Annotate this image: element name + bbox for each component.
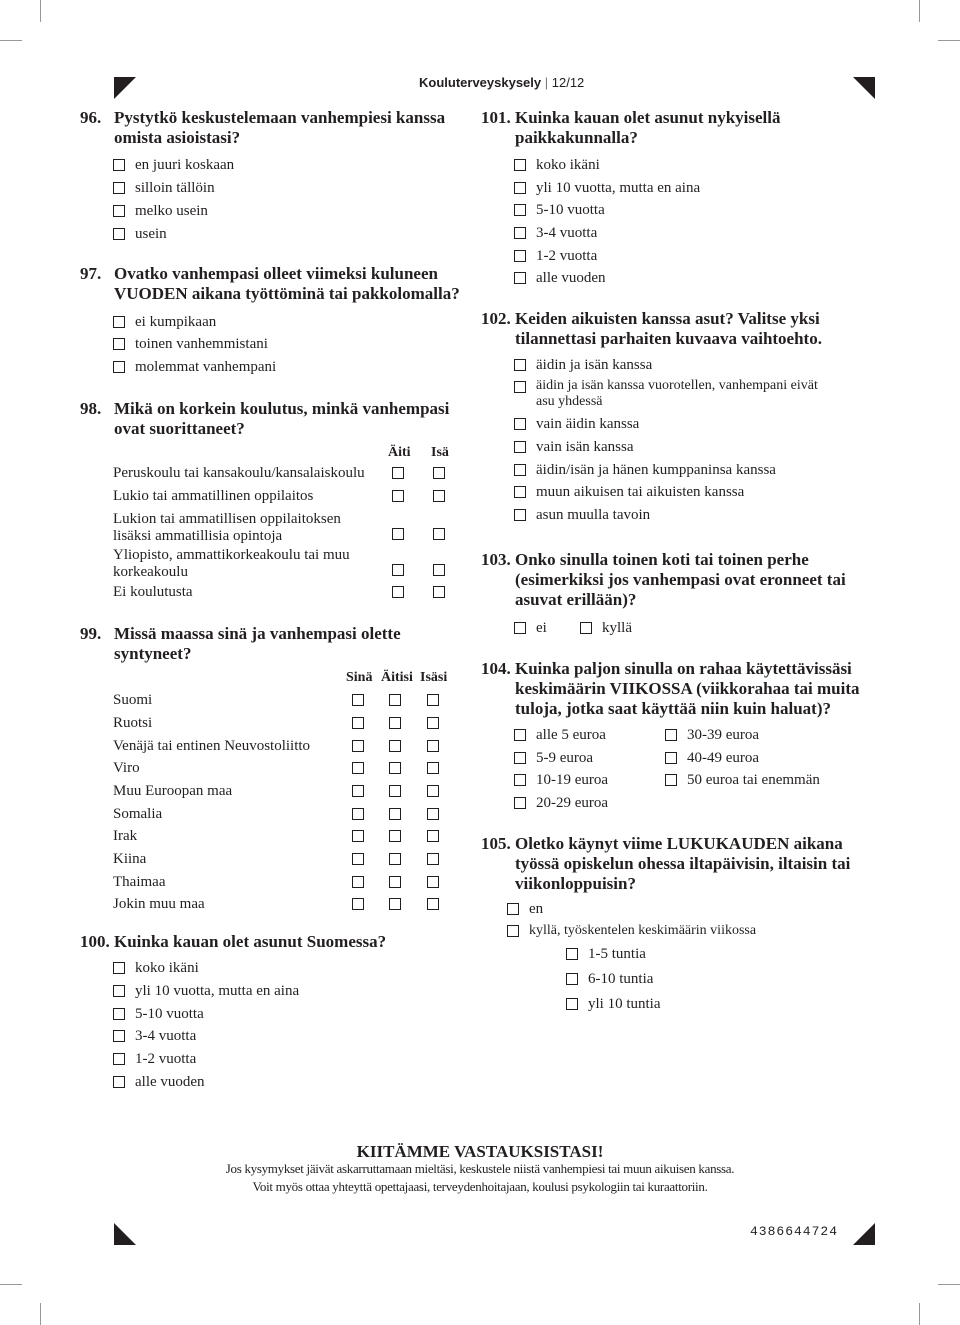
checkbox[interactable] [113, 338, 125, 350]
checkbox[interactable] [113, 159, 125, 171]
option[interactable] [507, 922, 756, 940]
question-number: 105. [481, 834, 511, 853]
checkbox[interactable] [427, 785, 439, 797]
option[interactable] [514, 461, 776, 479]
checkbox[interactable] [427, 694, 439, 706]
option-label: vain isän kanssa [536, 439, 634, 455]
row-label: Muu Euroopan maa [113, 783, 233, 799]
column-header-isasi: Isäsi [420, 670, 448, 685]
checkbox[interactable] [113, 1008, 125, 1020]
option-label: 30-39 euroa [687, 727, 760, 743]
checkbox[interactable] [352, 785, 364, 797]
option[interactable] [566, 995, 661, 1013]
row-label: Venäjä tai entinen Neuvostoliitto [113, 738, 311, 754]
option[interactable] [514, 726, 606, 744]
option[interactable] [514, 179, 700, 197]
option-label: 5-10 vuotta [135, 1006, 204, 1022]
option[interactable] [566, 945, 646, 963]
checkbox[interactable] [433, 586, 445, 598]
crop-mark [40, 0, 41, 22]
checkbox[interactable] [514, 381, 526, 393]
question-text: Ovatko vanhempasi olleet viimeksi kuluneen VUODEN aikana työttöminä tai pakkolomalla? [114, 264, 460, 303]
option-label: 3-4 vuotta [536, 225, 598, 241]
checkbox[interactable] [113, 316, 125, 328]
option[interactable] [514, 224, 597, 242]
checkbox[interactable] [389, 830, 401, 842]
option-label: 10-19 euroa [536, 772, 609, 788]
checkbox[interactable] [113, 985, 125, 997]
option[interactable] [665, 726, 759, 744]
checkbox[interactable] [427, 740, 439, 752]
checkbox[interactable] [113, 962, 125, 974]
option[interactable] [514, 794, 608, 812]
option[interactable] [113, 335, 268, 353]
option[interactable] [514, 356, 652, 374]
option[interactable] [507, 900, 543, 918]
row-label: Yliopisto, ammattikorkeakoulu tai muu korkeakoulu [113, 547, 350, 580]
checkbox[interactable] [514, 486, 526, 498]
checkbox[interactable] [433, 564, 445, 576]
checkbox[interactable] [665, 774, 677, 786]
option-label: äidin ja isän kanssa vuorotellen, vanhempani eivät asu yhdessä [536, 378, 818, 409]
option-label: alle vuoden [135, 1074, 205, 1090]
option-label: 50 euroa tai enemmän [687, 772, 820, 788]
row-label: Ei koulutusta [113, 584, 193, 600]
option[interactable] [514, 247, 597, 265]
row-label: Lukion tai ammatillisen oppilaitoksen lisäksi ammatillisia opintoja [113, 511, 341, 544]
checkbox[interactable] [113, 1076, 125, 1088]
option-label: 1-2 vuotta [536, 248, 598, 264]
question-number: 97. [80, 264, 102, 283]
question-number: 101. [481, 108, 511, 127]
row-label: Peruskoulu tai kansakoulu/kansalaiskoulu [113, 465, 365, 481]
option[interactable] [514, 483, 744, 501]
option-label: yli 10 tuntia [588, 996, 661, 1012]
option-label: kyllä, työskentelen keskimäärin viikossa [529, 923, 757, 938]
option-label: 6-10 tuntia [588, 971, 654, 987]
checkbox[interactable] [352, 898, 364, 910]
row-label: Kiina [113, 851, 147, 867]
form-id-number: 4386644724 [750, 1224, 839, 1239]
row-label: Ruotsi [113, 715, 153, 731]
option-label: kyllä [602, 620, 632, 636]
registration-mark [853, 77, 875, 99]
option-label: ei [536, 620, 547, 636]
option[interactable] [566, 970, 653, 988]
checkbox[interactable] [427, 853, 439, 865]
option[interactable] [665, 749, 759, 767]
column-header-aiti: Äiti [388, 445, 411, 460]
question-text: Kuinka kauan olet asunut nykyisellä paikkakunnalla? [515, 108, 781, 147]
checkbox[interactable] [514, 729, 526, 741]
checkbox[interactable] [514, 182, 526, 194]
checkbox[interactable] [113, 205, 125, 217]
checkbox[interactable] [433, 528, 445, 540]
checkbox[interactable] [514, 250, 526, 262]
checkbox[interactable] [389, 762, 401, 774]
crop-mark [40, 1303, 41, 1325]
option[interactable] [514, 269, 606, 287]
option[interactable] [113, 156, 234, 174]
checkbox[interactable] [392, 467, 404, 479]
footer-text: Jos kysymykset jäivät askarruttamaan mieltäsi, keskustele niistä vanhempiesi tai muun aikuisen kanssa. [225, 1161, 735, 1176]
crop-mark [919, 0, 920, 22]
checkbox[interactable] [514, 159, 526, 171]
question-number: 99. [80, 624, 102, 643]
checkbox[interactable] [113, 361, 125, 373]
option[interactable] [113, 1050, 196, 1068]
row-label: Lukio tai ammatillinen oppilaitos [113, 488, 314, 504]
option[interactable] [665, 771, 820, 789]
checkbox[interactable] [427, 876, 439, 888]
registration-mark [114, 1223, 136, 1245]
option[interactable] [580, 619, 632, 637]
option[interactable] [113, 1073, 205, 1091]
row-label: Somalia [113, 806, 163, 822]
registration-mark [853, 1223, 875, 1245]
option[interactable] [514, 201, 605, 219]
survey-title: Kouluterveyskysely [419, 75, 542, 90]
checkbox[interactable] [352, 740, 364, 752]
question-text: Keiden aikuisten kanssa asut? Valitse yksi tilannettasi parhaiten kuvaava vaihtoehto. [515, 309, 822, 348]
checkbox[interactable] [433, 467, 445, 479]
option-label: koko ikäni [536, 157, 600, 173]
checkbox[interactable] [392, 528, 404, 540]
option-label: yli 10 vuotta, mutta en aina [536, 180, 701, 196]
option[interactable] [113, 1027, 196, 1045]
footer-text: Voit myös ottaa yhteyttä opettajaasi, terveydenhoitajaan, koulusi psykologiin tai kuraattoriin. [252, 1179, 708, 1194]
checkbox[interactable] [352, 853, 364, 865]
option[interactable] [113, 179, 215, 197]
checkbox[interactable] [514, 464, 526, 476]
checkbox[interactable] [352, 876, 364, 888]
checkbox[interactable] [392, 586, 404, 598]
option-label: 20-29 euroa [536, 795, 609, 811]
checkbox[interactable] [113, 1053, 125, 1065]
checkbox[interactable] [427, 808, 439, 820]
row-label: Thaimaa [113, 874, 166, 890]
column-header-aitisi: Äitisi [381, 670, 413, 685]
checkbox[interactable] [352, 830, 364, 842]
checkbox[interactable] [514, 359, 526, 371]
question-number: 102. [481, 309, 511, 328]
option-label: usein [135, 226, 167, 242]
thank-you-title: KIITÄMME VASTAUKSISTASI! [356, 1142, 604, 1161]
checkbox[interactable] [566, 998, 578, 1010]
crop-mark [0, 1284, 22, 1285]
page-header [419, 75, 584, 90]
option-label: en [529, 901, 544, 917]
checkbox[interactable] [389, 717, 401, 729]
option[interactable] [113, 959, 199, 977]
checkbox[interactable] [514, 204, 526, 216]
checkbox[interactable] [113, 182, 125, 194]
option-label: koko ikäni [135, 960, 199, 976]
checkbox[interactable] [352, 762, 364, 774]
checkbox[interactable] [392, 564, 404, 576]
option-label: muun aikuisen tai aikuisten kanssa [536, 484, 745, 500]
question-text: Oletko käynyt viime LUKUKAUDEN aikana työssä opiskelun ohessa iltapäivisin, iltaisin tai viikonloppuisin? [515, 834, 851, 893]
option-label: 40-49 euroa [687, 750, 760, 766]
checkbox[interactable] [665, 729, 677, 741]
checkbox[interactable] [514, 272, 526, 284]
row-label: Jokin muu maa [113, 896, 205, 912]
option-label: yli 10 vuotta, mutta en aina [135, 983, 300, 999]
crop-mark [919, 1303, 920, 1325]
crop-mark [938, 1284, 960, 1285]
option-label: melko usein [135, 203, 208, 219]
option-label: asun muulla tavoin [536, 507, 651, 523]
checkbox[interactable] [352, 717, 364, 729]
checkbox[interactable] [507, 903, 519, 915]
option[interactable] [514, 378, 826, 410]
checkbox[interactable] [514, 797, 526, 809]
header-separator: | [544, 75, 552, 90]
option[interactable] [113, 982, 299, 1000]
option-label: 5-10 vuotta [536, 202, 605, 218]
checkbox[interactable] [566, 973, 578, 985]
option[interactable] [113, 225, 167, 243]
checkbox[interactable] [392, 490, 404, 502]
crop-mark [0, 40, 22, 41]
option[interactable] [514, 619, 547, 637]
checkbox[interactable] [427, 830, 439, 842]
option[interactable] [514, 506, 650, 524]
checkbox[interactable] [389, 853, 401, 865]
checkbox[interactable] [580, 622, 592, 634]
checkbox[interactable] [514, 622, 526, 634]
option[interactable] [113, 358, 276, 376]
crop-mark [938, 40, 960, 41]
checkbox[interactable] [433, 490, 445, 502]
option-label: vain äidin kanssa [536, 416, 640, 432]
question-number: 100. [80, 932, 110, 951]
question-text: Missä maassa sinä ja vanhempasi olette syntyneet? [114, 624, 401, 663]
row-label: Suomi [113, 692, 153, 708]
column-header-sina: Sinä [346, 670, 373, 685]
option[interactable] [514, 415, 639, 433]
checkbox[interactable] [566, 948, 578, 960]
question-text: Kuinka kauan olet asunut Suomessa? [114, 932, 387, 951]
row-label: Viro [113, 760, 140, 776]
question-text: Kuinka paljon sinulla on rahaa käytettävissäsi keskimäärin VIIKOSSA (viikkorahaa tai muita tuloja, jotka saat käyttää niin kuin haluat)? [515, 659, 860, 718]
option-label: 5-9 euroa [536, 750, 594, 766]
checkbox[interactable] [427, 717, 439, 729]
option[interactable] [514, 156, 600, 174]
checkbox[interactable] [389, 808, 401, 820]
option[interactable] [113, 202, 208, 220]
option[interactable] [514, 749, 593, 767]
row-label: Irak [113, 828, 138, 844]
option-label: äidin/isän ja hänen kumppaninsa kanssa [536, 462, 776, 478]
column-header-isa: Isä [431, 445, 449, 460]
checkbox[interactable] [665, 752, 677, 764]
checkbox[interactable] [389, 876, 401, 888]
checkbox[interactable] [113, 228, 125, 240]
page-number: 12/12 [551, 75, 585, 90]
checkbox[interactable] [514, 441, 526, 453]
checkbox[interactable] [389, 785, 401, 797]
option[interactable] [113, 313, 216, 331]
checkbox[interactable] [389, 898, 401, 910]
checkbox[interactable] [514, 752, 526, 764]
question-text: Mikä on korkein koulutus, minkä vanhempasi ovat suorittaneet? [114, 399, 450, 438]
question-text: Onko sinulla toinen koti tai toinen perhe (esimerkiksi jos vanhempasi ovat eronneet tai asuvat erillään)? [515, 550, 846, 609]
question-text: Pystytkö keskustelemaan vanhempiesi kanssa omista asioistasi? [114, 108, 446, 147]
checkbox[interactable] [514, 509, 526, 521]
question-number: 103. [481, 550, 511, 569]
option-label: ei kumpikaan [135, 314, 217, 330]
checkbox[interactable] [113, 1030, 125, 1042]
option-label: alle vuoden [536, 270, 606, 286]
question-number: 96. [80, 108, 102, 127]
option-label: 3-4 vuotta [135, 1028, 197, 1044]
option-label: 1-2 vuotta [135, 1051, 197, 1067]
option-label: alle 5 euroa [536, 727, 606, 743]
option-label: molemmat vanhempani [135, 359, 277, 375]
option-label: toinen vanhemmistani [135, 336, 268, 352]
checkbox[interactable] [507, 925, 519, 937]
option-label: äidin ja isän kanssa [536, 357, 653, 373]
checkbox[interactable] [514, 774, 526, 786]
checkbox[interactable] [427, 898, 439, 910]
option-label: en juuri koskaan [135, 157, 235, 173]
checkbox[interactable] [389, 694, 401, 706]
option[interactable] [514, 771, 608, 789]
option-label: silloin tällöin [135, 180, 215, 196]
checkbox[interactable] [352, 694, 364, 706]
checkbox[interactable] [514, 418, 526, 430]
question-number: 98. [80, 399, 102, 418]
option[interactable] [113, 1005, 204, 1023]
registration-mark [114, 77, 136, 99]
checkbox[interactable] [514, 227, 526, 239]
question-number: 104. [481, 659, 511, 678]
checkbox[interactable] [352, 808, 364, 820]
checkbox[interactable] [427, 762, 439, 774]
checkbox[interactable] [389, 740, 401, 752]
option-label: 1-5 tuntia [588, 946, 646, 962]
option[interactable] [514, 438, 633, 456]
